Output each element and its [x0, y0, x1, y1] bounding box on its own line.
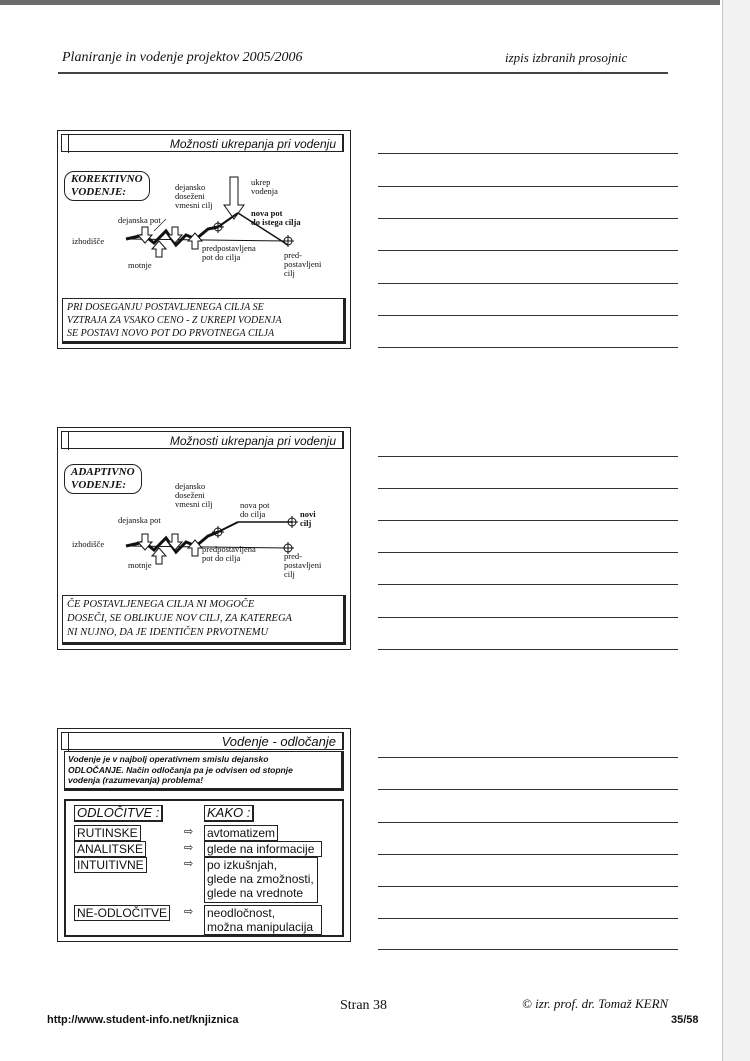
slide-title: Vodenje - odločanje — [61, 732, 344, 750]
scan-top-band — [0, 0, 720, 5]
avtomatizem-box: avtomatizem — [204, 825, 278, 841]
nova-pot-line — [218, 522, 238, 532]
header-title: Planiranje in vodenje projektov 2005/2006 — [62, 50, 303, 65]
kako-heading: KAKO : — [204, 805, 254, 822]
slide-title: Možnosti ukrepanja pri vodenju — [61, 431, 344, 449]
author-credit: © izr. prof. dr. Tomaž KERN — [522, 996, 669, 1011]
predpost-pot-label: predpostavljena pot do cilja — [202, 544, 256, 563]
header-subtitle: izpis izbranih prosojnic — [505, 50, 628, 65]
note-line — [378, 757, 678, 758]
izkusnje-box: po izkušnjah, glede na zmožnosti, glede na vrednote — [204, 857, 318, 903]
analitske-box: ANALITSKE — [74, 841, 146, 857]
slide-title: Možnosti ukrepanja pri vodenju — [61, 134, 344, 152]
note-line — [378, 822, 678, 823]
nova-pot-label: nova pot do istega cilja — [251, 208, 301, 227]
scan-right-edge — [722, 0, 750, 1061]
note-line — [378, 488, 678, 489]
note-line — [378, 886, 678, 887]
note-line — [378, 315, 678, 316]
note-line — [378, 918, 678, 919]
vmesni-cilj-target-icon — [212, 221, 224, 233]
intuitivne-box: INTUITIVNE — [74, 857, 147, 873]
label-line-1: ADAPTIVNO — [71, 466, 135, 478]
motnje-label: motnje — [128, 560, 152, 570]
arrow-right-icon: ⇨ — [184, 842, 194, 854]
motnje-label: motnje — [128, 260, 152, 270]
intro-box: Vodenje je v najbolj operativnem smislu dejansko ODLOČANJE. Način odločanja pa je odvisen od stopnje vodenja (razumevanja) problema! — [64, 751, 344, 791]
novi-cilj-label: novi cilj — [300, 509, 316, 528]
ukrep-arrow-icon — [224, 177, 244, 219]
note-line — [378, 949, 678, 950]
novi-cilj-target-icon — [286, 516, 298, 528]
note-line — [378, 789, 678, 790]
predpost-cilj-label: pred- postavljeni cilj — [284, 250, 322, 278]
dejansko-label: dejansko doseženi vmesni cilj — [175, 481, 213, 509]
note-line — [378, 153, 678, 154]
arrow-right-icon: ⇨ — [184, 906, 194, 918]
label-line-1: KOREKTIVNO — [71, 173, 143, 185]
slide-adaptivno — [57, 427, 351, 650]
dejanska-pot-label: dejanska pot — [118, 515, 161, 525]
nova-pot-label: nova pot do cilja — [240, 500, 270, 519]
ukrep-label: ukrep vodenja — [251, 177, 278, 196]
label-line-2: VODENJE: — [71, 479, 127, 491]
slide-odlocanje — [57, 728, 351, 942]
decision-panel — [64, 799, 344, 937]
cilj-target-icon — [282, 235, 294, 247]
arrow-right-icon: ⇨ — [184, 858, 194, 870]
glede-info-box: glede na informacije — [204, 841, 322, 857]
neodlocnost-box: neodločnost, možna manipulacija — [204, 905, 322, 935]
label-line-2: VODENJE: — [71, 186, 127, 198]
note-line — [378, 520, 678, 521]
vmesni-cilj-target-icon — [212, 526, 224, 538]
dejansko-label: dejansko doseženi vmesni cilj — [175, 182, 213, 210]
odlocitve-heading: ODLOČITVE : — [74, 805, 163, 822]
note-line — [378, 456, 678, 457]
ne-odlocitve-box: NE-ODLOČITVE — [74, 905, 170, 921]
note-line — [378, 552, 678, 553]
slide-note: PRI DOSEGANJU POSTAVLJENEGA CILJA SE VZTRAJA ZA VSAKO CENO - Z UKREPI VODENJA SE POSTAVI NOVO POT DO PRVOTNEGA CILJA — [62, 298, 346, 344]
slide-korektivno — [57, 130, 351, 349]
predpost-cilj-label: pred- postavljeni cilj — [284, 551, 322, 579]
header-rule — [58, 72, 668, 74]
note-line — [378, 283, 678, 284]
izhodisce-label: izhodišče — [72, 539, 105, 549]
page-count: 35/58 — [671, 1014, 699, 1026]
arrow-right-icon: ⇨ — [184, 826, 194, 838]
note-line — [378, 250, 678, 251]
slide-note: ČE POSTAVLJENEGA CILJA NI MOGOČE DOSEČI, SE OBLIKUJE NOV CILJ, ZA KATEREGA NI NUJNO, DA JE IDENTIČEN PRVOTNEMU — [62, 595, 346, 645]
note-line — [378, 186, 678, 187]
dejanska-pot-label: dejanska pot — [118, 215, 161, 225]
note-line — [378, 617, 678, 618]
note-line — [378, 854, 678, 855]
page-number-label: Stran 38 — [340, 998, 388, 1013]
predpost-pot-label: predpostavljena pot do cilja — [202, 243, 256, 262]
rutinske-box: RUTINSKE — [74, 825, 141, 841]
izhodisce-label: izhodišče — [72, 236, 105, 246]
note-line — [378, 584, 678, 585]
source-url-link[interactable]: http://www.student-info.net/knjiznica — [47, 1014, 239, 1026]
note-line — [378, 218, 678, 219]
note-line — [378, 347, 678, 348]
note-line — [378, 649, 678, 650]
